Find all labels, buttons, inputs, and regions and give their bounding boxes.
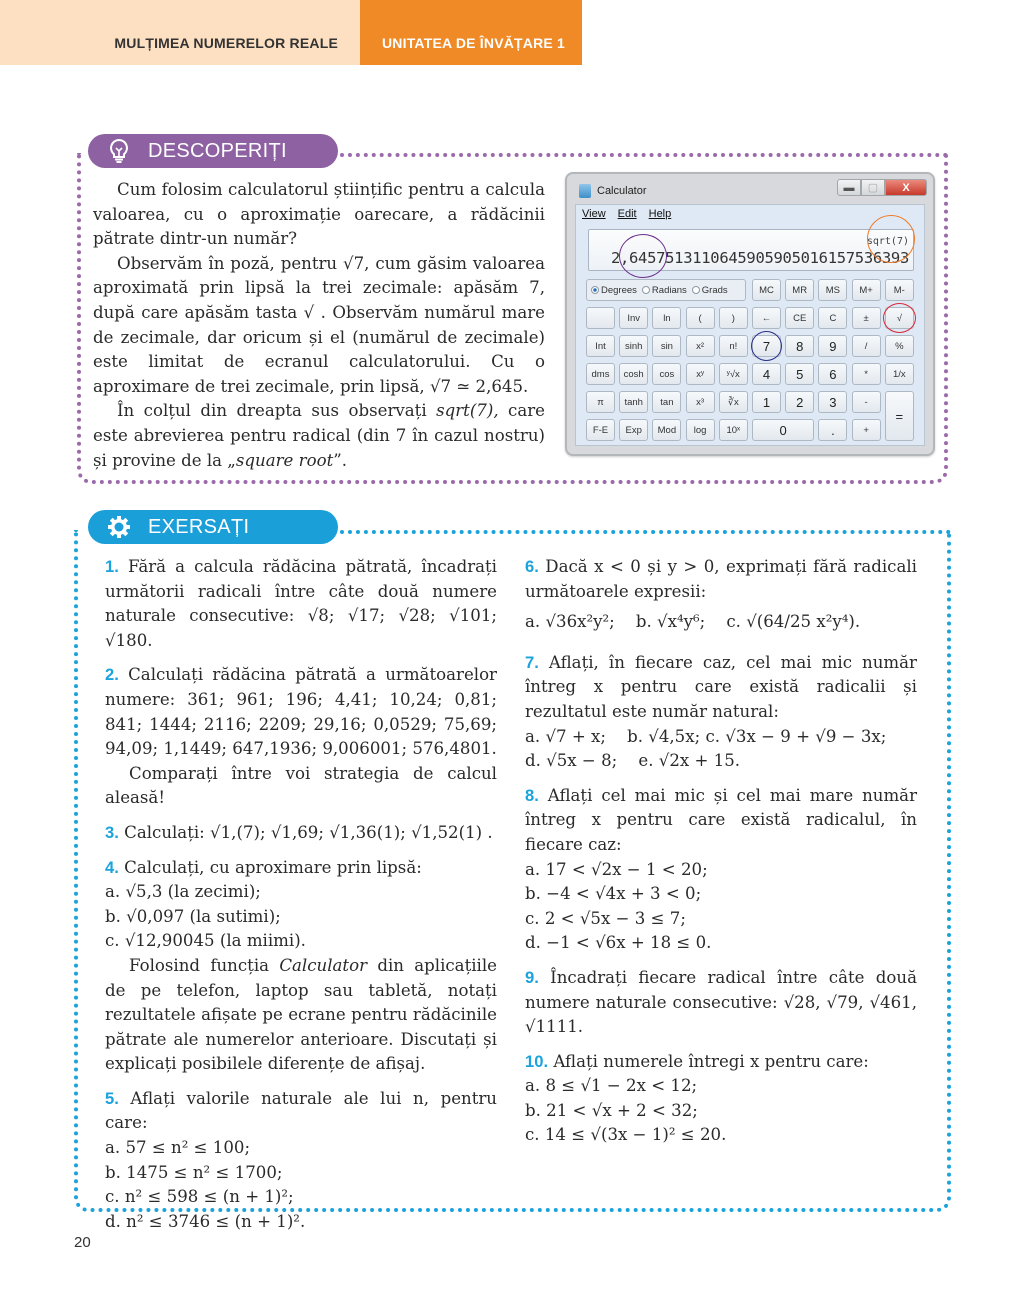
radio-degrees[interactable]: Degrees — [591, 285, 637, 296]
key-0[interactable]: 0 — [752, 419, 814, 441]
key-6[interactable]: 6 — [818, 363, 847, 385]
exercise-item: b. 1475 ≤ n² ≤ 1700; — [105, 1162, 283, 1182]
chapter-title: MULȚIMEA NUMERELOR REALE — [114, 35, 338, 51]
key-log[interactable]: log — [686, 419, 715, 441]
window-controls — [837, 179, 927, 196]
exercise-7: 7. Aflați, în fiecare caz, cel mai mic număr întreg x pentru care există radicalii și rezultatul este număr natural: a. √7 + x; b. √4,5x; c. √3x − 9 + √9 − 3x; d. √5x − 8; e. √2x + 15. — [525, 652, 917, 771]
key-Int[interactable]: Int — [586, 335, 615, 357]
practice-title: EXERSAȚI — [148, 515, 250, 538]
key-3[interactable]: 3 — [818, 391, 847, 413]
key--[interactable]: - — [852, 391, 881, 413]
key-Mod[interactable]: Mod — [652, 419, 681, 441]
exercises-left-column — [105, 555, 497, 1244]
exercise-2: 2. Calculați rădăcina pătrată a următoarelor numere: 361; 961; 196; 4,41; 10,24; 0,81; 841; 1444; 2116; 2209; 29,16; 0,0529; 75,69; 94,09; 1,1449; 647,1936; 9,006001; 576,4801. Comparați între voi strategia de calcul aleasă! — [105, 665, 497, 808]
key-blank[interactable] — [586, 307, 615, 329]
calculator-body — [575, 204, 925, 446]
exercise-9: 9. Încadrați fiecare radical între câte două numere naturale consecutive: √28, √79, √461, √1111. — [525, 967, 917, 1037]
exercise-item: b. √0,097 (la sutimi); — [105, 906, 281, 926]
discover-section-header — [88, 134, 338, 168]
key-([interactable]: ( — [686, 307, 715, 329]
unit-label: UNITATEA DE ÎNVĂȚARE 1 — [382, 35, 566, 51]
key-)[interactable]: ) — [719, 307, 748, 329]
key-cos[interactable]: cos — [652, 363, 681, 385]
key-sin[interactable]: sin — [652, 335, 681, 357]
key-F-E[interactable]: F-E — [586, 419, 615, 441]
key-5[interactable]: 5 — [785, 363, 814, 385]
key-x²[interactable]: x² — [686, 335, 715, 357]
practice-section-header — [88, 510, 338, 544]
key-2[interactable]: 2 — [785, 391, 814, 413]
key-+[interactable]: + — [852, 419, 881, 441]
maximize-icon[interactable]: ▢ — [861, 179, 885, 196]
exercise-item: a. 8 ≤ √1 − 2x < 12; — [525, 1076, 698, 1096]
key-4[interactable]: 4 — [752, 363, 781, 385]
key-mc[interactable]: MC — [752, 279, 781, 301]
key-/[interactable]: / — [852, 335, 881, 357]
key-∛x[interactable]: ∛x — [719, 391, 748, 413]
lightbulb-icon — [106, 138, 132, 164]
exercise-3: 3. Calculați: √1,(7); √1,69; √1,36(1); √1,52(1) . — [105, 822, 493, 842]
key-x³[interactable]: x³ — [686, 391, 715, 413]
key-dms[interactable]: dms — [586, 363, 615, 385]
key-←[interactable]: ← — [752, 307, 781, 329]
key-*[interactable]: * — [852, 363, 881, 385]
key-Exp[interactable]: Exp — [619, 419, 648, 441]
key-√[interactable]: √ — [885, 307, 914, 329]
key-m[interactable]: M+ — [852, 279, 881, 301]
calculator-window — [565, 172, 935, 456]
page-number: 20 — [74, 1234, 91, 1251]
key-mr[interactable]: MR — [785, 279, 814, 301]
calculator-menu — [582, 208, 671, 220]
exercise-6: 6. Dacă x < 0 și y > 0, exprimați fără radicali următoarele expresii: a. √36x²y²; b. √x⁴y⁶; c. √(64/25 x²y⁴). — [525, 557, 917, 632]
key-m[interactable]: M- — [885, 279, 914, 301]
exercise-5: 5. Aflați valorile naturale ale lui n, pentru care: a. 57 ≤ n² ≤ 100; b. 1475 ≤ n² ≤ 1700; c. n² ≤ 598 ≤ (n + 1)²; d. n² ≤ 3746 ≤ (n + 1)². — [105, 1087, 497, 1235]
key-1[interactable]: 1 — [752, 391, 781, 413]
exercise-1: 1. Fără a calcula rădăcina pătrată, încadrați următorii radicali între câte două numere naturale consecutive: √8; √17; √28; √101; √180. — [105, 557, 497, 650]
key-n![interactable]: n! — [719, 335, 748, 357]
exercise-item: c. √12,90045 (la miimi). — [105, 931, 306, 951]
exercise-item: c. 14 ≤ √(3x − 1)² ≤ 20. — [525, 1125, 727, 1145]
key-.[interactable]: . — [818, 419, 847, 441]
key-=[interactable]: = — [885, 391, 914, 441]
exercise-item: b. 21 < √x + 2 < 32; — [525, 1100, 698, 1120]
radio-grads[interactable]: Grads — [692, 285, 728, 296]
exercise-item: b. −4 < √4x + 3 < 0; — [525, 884, 702, 904]
exercise-item: a. 57 ≤ n² ≤ 100; — [105, 1138, 251, 1158]
key-9[interactable]: 9 — [818, 335, 847, 357]
exercise-item: a. 17 < √2x − 1 < 20; — [525, 859, 708, 879]
angle-mode-group — [586, 279, 746, 301]
key-CE[interactable]: CE — [785, 307, 814, 329]
key-7[interactable]: 7 — [752, 335, 781, 357]
calculator-display — [588, 229, 914, 271]
discover-paragraph: Cum folosim calculatorul științific pentru a calcula valoarea, cu o aproximație oarecare, a rădăcinii pătrate dintr-un număr? — [93, 180, 545, 249]
calculator-titlebar — [579, 184, 647, 198]
exercise-item: c. 2 < √5x − 3 ≤ 7; — [525, 908, 686, 928]
exercise-item: d. −1 < √6x + 18 ≤ 0. — [525, 933, 712, 953]
menu-view[interactable]: View — [582, 208, 606, 220]
key-tan[interactable]: tan — [652, 391, 681, 413]
radio-radians[interactable]: Radians — [642, 285, 687, 296]
exercises-right-column — [525, 555, 917, 1158]
key-ln[interactable]: ln — [652, 307, 681, 329]
key-ms[interactable]: MS — [818, 279, 847, 301]
key-π[interactable]: π — [586, 391, 615, 413]
exercise-10: 10. Aflați numerele întregi x pentru care: a. 8 ≤ √1 − 2x < 12; b. 21 < √x + 2 < 32; c. 14 ≤ √(3x − 1)² ≤ 20. — [525, 1050, 917, 1148]
exercise-8: 8. Aflați cel mai mic și cel mai mare număr întreg x pentru care există radicalul, în fiecare caz: a. 17 < √2x − 1 < 20; b. −4 < √4x + 3 < 0; c. 2 < √5x − 3 ≤ 7; d. −1 < √6x + 18 ≤ 0. — [525, 784, 917, 956]
gear-icon — [106, 514, 132, 540]
key-tanh[interactable]: tanh — [619, 391, 648, 413]
key-C[interactable]: C — [818, 307, 847, 329]
discover-title: DESCOPERIȚI — [148, 139, 287, 162]
key-10ˣ[interactable]: 10ˣ — [719, 419, 748, 441]
exercise-item: d. n² ≤ 3746 ≤ (n + 1)². — [105, 1211, 306, 1231]
key-xʸ[interactable]: xʸ — [686, 363, 715, 385]
calculator-title: Calculator — [597, 185, 647, 197]
key-%[interactable]: % — [885, 335, 914, 357]
discover-paragraph: Observăm în poză, pentru √7, cum găsim valoarea aproximată prin lipsă la trei zecimale: apăsăm 7, după care apăsăm tasta √ . Observăm numărul mare de zecimale, dar oricum și el (numărul de zecimale) este limitat de ecranul calculatorului. Cu o aproximare de trei zecimale, prin lipsă, √7 ≃ 2,645. — [93, 253, 545, 396]
key-8[interactable]: 8 — [785, 335, 814, 357]
calculator-result: 2,6457513110645905905016157536393 — [610, 249, 909, 267]
key-sinh[interactable]: sinh — [619, 335, 648, 357]
discover-paragraph: În colțul din dreapta sus observați sqrt(7), care este abrevierea pentru radical (din 7 în cazul nostru) și provine de la „square root”. — [93, 401, 545, 470]
exercise-item: c. n² ≤ 598 ≤ (n + 1)²; — [105, 1187, 294, 1207]
key-1/x[interactable]: 1/x — [885, 363, 914, 385]
calculator-app-icon — [579, 184, 591, 198]
exercise-item: a. √5,3 (la zecimi); — [105, 882, 261, 902]
calculator-expression: sqrt(7) — [866, 236, 909, 247]
key-Inv[interactable]: Inv — [619, 307, 648, 329]
menu-help[interactable]: Help — [648, 208, 672, 220]
exercise-4: 4. Calculați, cu aproximare prin lipsă: a. √5,3 (la zecimi); b. √0,097 (la sutimi); c. √12,90045 (la miimi). Folosind funcția Calculator din aplicațiile de pe telefon, laptop sau tabletă, notați rezultatele afișate pe ecrane pentru rădăcinile pătrate ale numerelor anterioare. Discutați și explicați posibilele diferențe de afișaj. — [105, 857, 497, 1074]
chapter-header — [0, 0, 360, 65]
minimize-icon[interactable]: ▬ — [837, 179, 861, 196]
key-ʸ√x[interactable]: ʸ√x — [719, 363, 748, 385]
unit-header — [360, 0, 582, 65]
key-±[interactable]: ± — [852, 307, 881, 329]
close-icon[interactable]: X — [885, 179, 927, 196]
discover-text — [93, 178, 545, 473]
menu-edit[interactable]: Edit — [617, 208, 637, 220]
key-cosh[interactable]: cosh — [619, 363, 648, 385]
